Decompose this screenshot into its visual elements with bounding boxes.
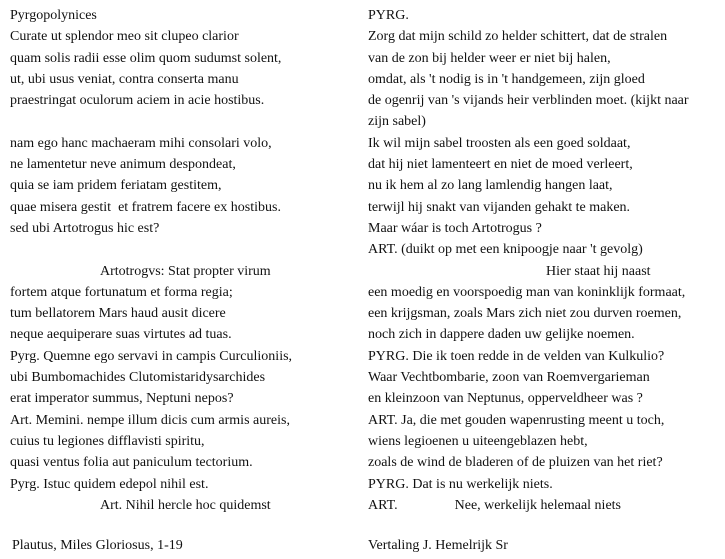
- speaker-label: ART.: [368, 497, 398, 513]
- dutch-final-line: [368, 495, 720, 516]
- dutch-line: zoals de wind de bladeren of de pluizen van het riet?: [368, 455, 663, 471]
- latin-line: ut, ubi usus veniat, contra conserta manu: [10, 71, 239, 87]
- dutch-line: van de zon bij helder weer er niet bij halen,: [368, 50, 611, 66]
- latin-line: Pyrg. Istuc quidem edepol nihil est.: [10, 476, 209, 492]
- latin-line: cuius tu legiones difflavisti spiritu,: [10, 433, 205, 449]
- latin-line: quae misera gestit et fratrem facere ex hostibus.: [10, 199, 281, 215]
- translation-credit: Vertaling J. Hemelrijk Sr: [368, 538, 508, 553]
- dutch-line: ART. (duikt op met een knipoogje naar 't gevolg): [368, 242, 643, 258]
- latin-line: nam ego hanc machaeram mihi consolari volo,: [10, 135, 272, 151]
- dutch-line: Waar Vechtbombarie, zoon van Roemvergarieman: [368, 370, 650, 386]
- dutch-line: wiens legioenen u uiteengeblazen hebt,: [368, 433, 588, 449]
- latin-line: Curate ut splendor meo sit clupeo clarior: [10, 29, 239, 45]
- dutch-line: de ogenrij van 's vijands heir verblinden moet. (kijkt naar: [368, 93, 689, 109]
- latin-line: ne lamentetur neve animum despondeat,: [10, 157, 236, 173]
- stanza-break: [10, 239, 360, 260]
- latin-line-indented: Artotrogvs: Stat propter virum: [100, 263, 271, 279]
- dutch-line: PYRG. Die ik toen redde in de velden van Kulkulio?: [368, 348, 665, 364]
- dutch-line: en kleinzoon van Neptunus, opperveldheer was ?: [368, 391, 643, 407]
- latin-line: Pyrgopolynices: [10, 8, 97, 23]
- dutch-line: ART. Ja, die met gouden wapenrusting meent u toch,: [368, 412, 665, 428]
- dutch-line: nu ik hem al zo lang lamlendig hangen laat,: [368, 178, 613, 194]
- dutch-line: Zorg dat mijn schild zo helder schittert, dat de stralen: [368, 29, 668, 45]
- dutch-line: een krijgsman, zoals Mars zich niet zou durven roemen,: [368, 306, 682, 322]
- dutch-line: een moedig en voorspoedig man van koninklijk formaat,: [368, 284, 686, 300]
- dutch-line: zijn sabel): [368, 114, 426, 130]
- latin-line: quasi ventus folia aut paniculum tectorium.: [10, 455, 253, 471]
- dutch-line: PYRG.: [368, 8, 409, 23]
- dutch-line: terwijl hij snakt van vijanden gehakt te maken.: [368, 199, 631, 215]
- dutch-text-column: [368, 5, 720, 516]
- latin-line: praestringat oculorum aciem in acie hostibus.: [10, 93, 265, 109]
- dutch-line: noch zich in dappere daden uw gelijke noemen.: [368, 327, 635, 343]
- dutch-line-text: Nee, werkelijk helemaal niets: [454, 497, 621, 513]
- latin-line-indented: Art. Nihil hercle hoc quidemst: [100, 497, 271, 513]
- latin-line: sed ubi Artotrogus hic est?: [10, 220, 160, 236]
- latin-line: ubi Bumbomachides Clutomistaridysarchides: [10, 370, 266, 386]
- dutch-line: Ik wil mijn sabel troosten als een goed soldaat,: [368, 135, 631, 151]
- latin-line: fortem atque fortunatum et forma regia;: [10, 284, 233, 300]
- latin-source-citation: Plautus, Miles Gloriosus, 1-19: [12, 538, 183, 553]
- dutch-line: Maar wáar is toch Artotrogus ?: [368, 220, 542, 236]
- dutch-line-indented: Hier staat hij naast: [546, 263, 651, 279]
- stanza-break: [10, 111, 360, 132]
- latin-line: Pyrg. Quemne ego servavi in campis Curculioniis,: [10, 348, 293, 364]
- dutch-line: PYRG. Dat is nu werkelijk niets.: [368, 476, 553, 492]
- latin-line: Art. Memini. nempe illum dicis cum armis aureis,: [10, 412, 290, 428]
- latin-line: quia se iam pridem feriatam gestitem,: [10, 178, 222, 194]
- latin-line: quam solis radii esse olim quom sudumst solent,: [10, 50, 282, 66]
- latin-line: neque aequiperare suas virtutes ad tuas.: [10, 327, 232, 343]
- dutch-line: omdat, als 't nodig is in 't handgemeen, zijn gloed: [368, 71, 645, 87]
- dutch-line: dat hij niet lamenteert en niet de moed verleert,: [368, 157, 633, 173]
- latin-line: tum bellatorem Mars haud ausit dicere: [10, 306, 226, 322]
- latin-line: erat imperator summus, Neptuni nepos?: [10, 391, 234, 407]
- latin-text-column: [10, 5, 360, 516]
